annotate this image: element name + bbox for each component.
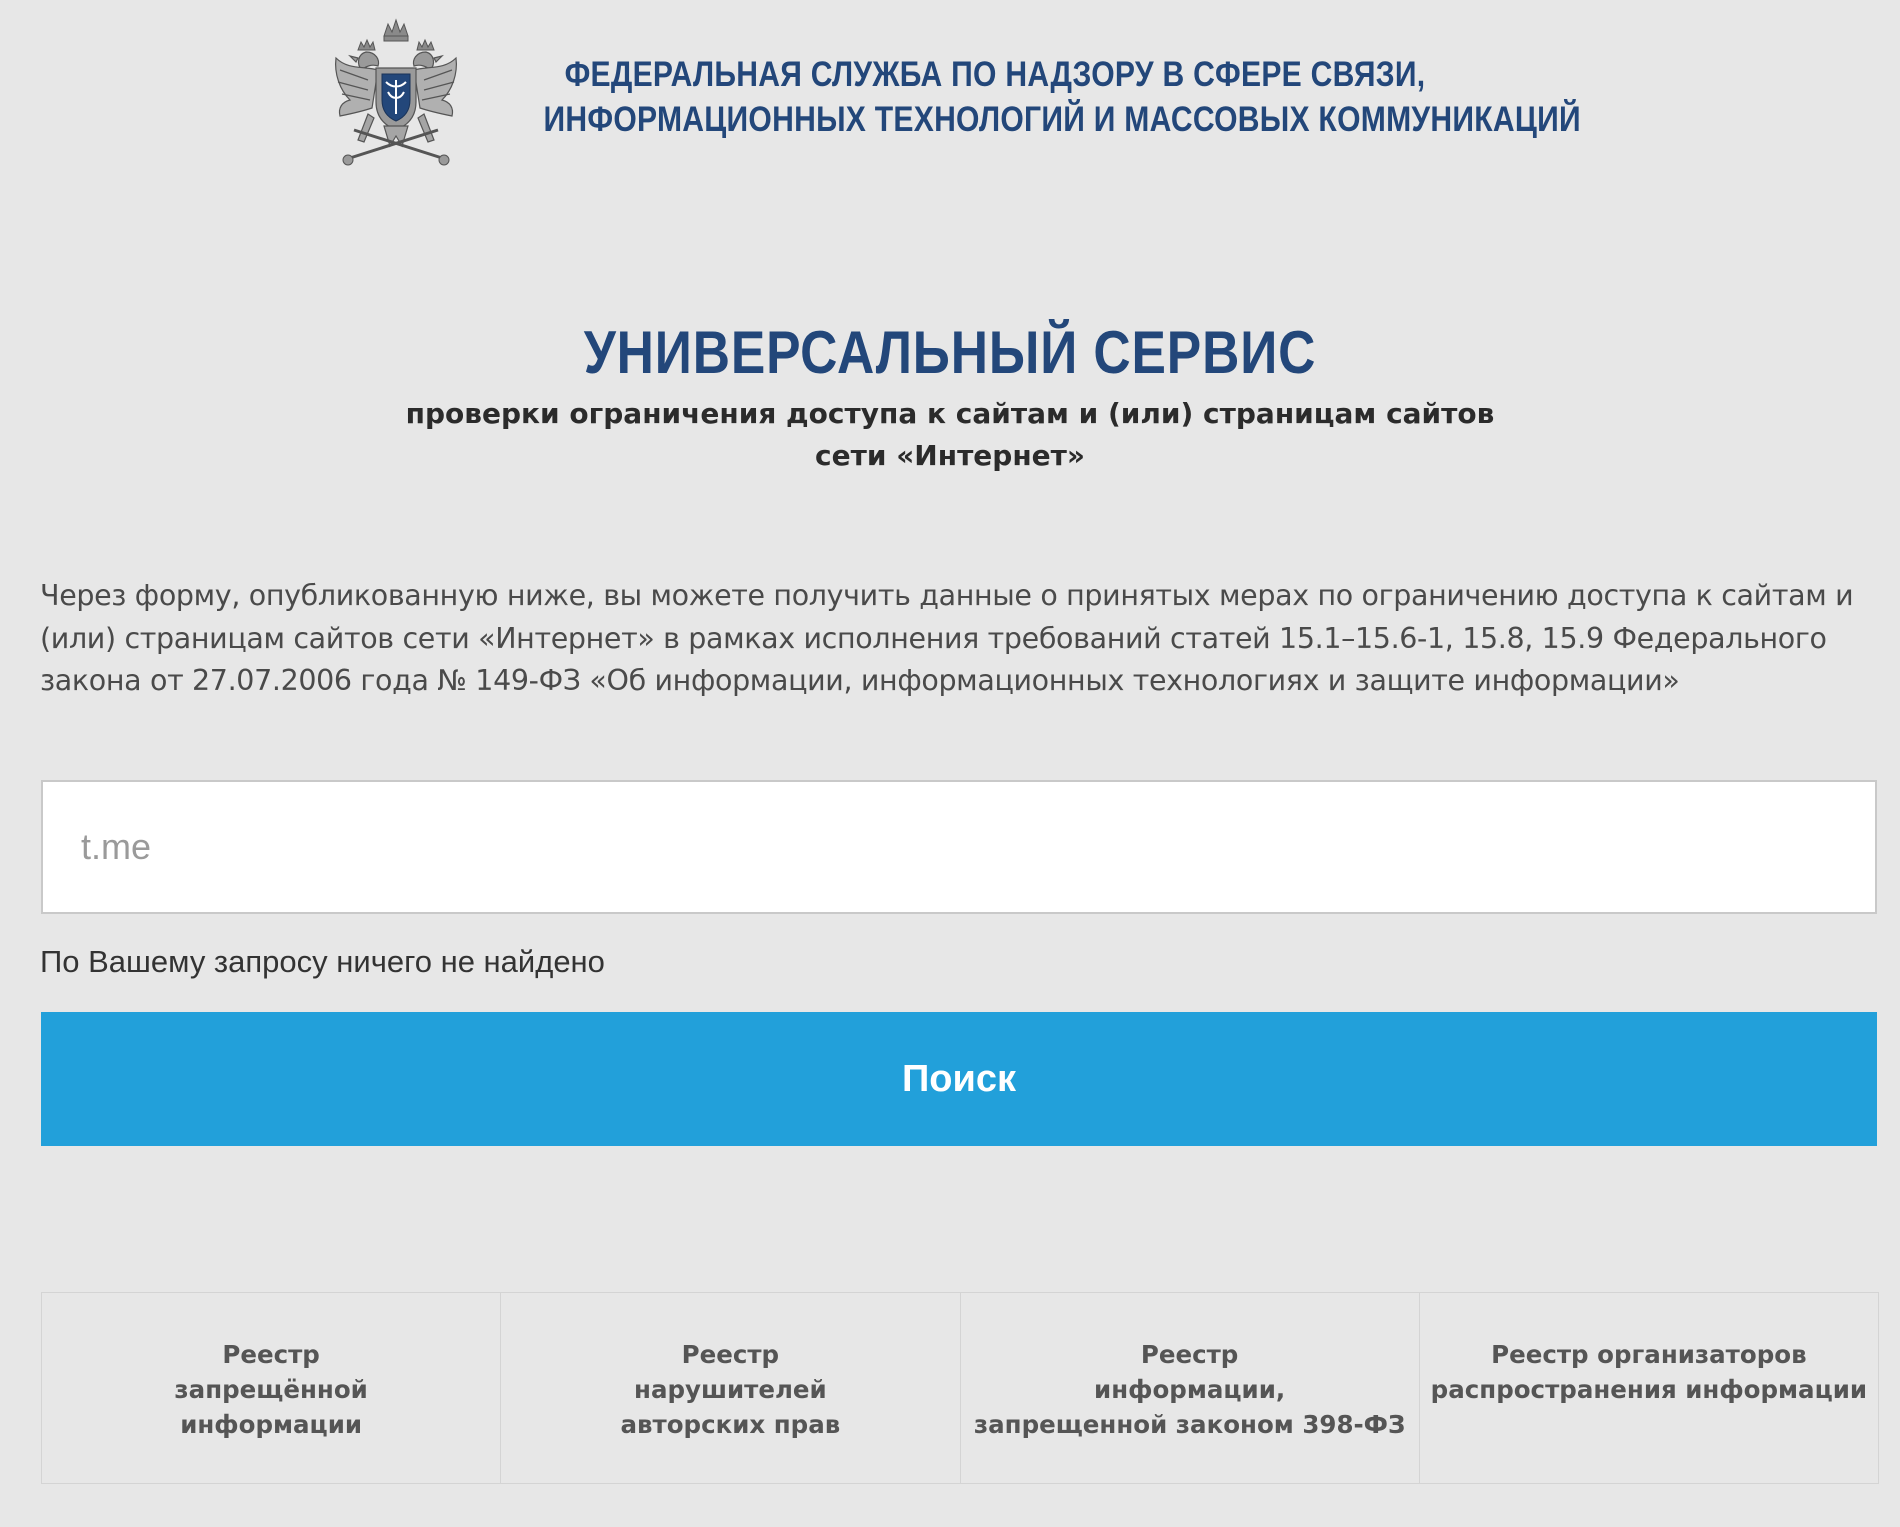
registry-copyright-infringers-link[interactable]: Реестр нарушителей авторских прав [501, 1293, 960, 1483]
search-input[interactable] [41, 780, 1877, 914]
service-subtitle-line2: сети «Интернет» [815, 439, 1085, 472]
double-headed-eagle-emblem-icon [328, 18, 464, 168]
registry-information-distributors-link[interactable]: Реестр организаторов распространения информации [1430, 1340, 1868, 1404]
agency-name-line2: ИНФОРМАЦИОННЫХ ТЕХНОЛОГИЙ И МАССОВЫХ КОММУНИКАЦИЙ [543, 100, 1581, 139]
agency-name-line1: ФЕДЕРАЛЬНАЯ СЛУЖБА ПО НАДЗОРУ В СФЕРЕ СВЯЗИ, [564, 55, 1426, 94]
registry-prohibited-information-link[interactable]: Реестр запрещённой информации [42, 1293, 501, 1483]
search-result-message: По Вашему запросу ничего не найдено [40, 944, 605, 979]
search-button[interactable]: Поиск [41, 1012, 1877, 1146]
agency-name [543, 52, 1581, 142]
registry-links [41, 1292, 1879, 1484]
site-header [0, 0, 1900, 190]
service-subtitle-line1: проверки ограничения доступа к сайтам и (или) страницам сайтов [405, 397, 1495, 430]
registry-398fz-information-link[interactable]: Реестр информации, запрещенной законом 398-ФЗ [961, 1293, 1420, 1483]
service-description: Через форму, опубликованную ниже, вы можете получить данные о принятых мерах по ограничению доступа к сайтам и (или) страницам сайтов сети «Интернет» в рамках исполнения требований статей 15.1–15.6-1, 15.8, 15.9 Федерального закона от 27.07.2006 года № 149-ФЗ «Об информации, информационных технологиях и защите информации» [40, 579, 1854, 697]
service-title: УНИВЕРСАЛЬНЫЙ СЕРВИС [583, 319, 1317, 386]
service-subtitle [350, 393, 1550, 477]
